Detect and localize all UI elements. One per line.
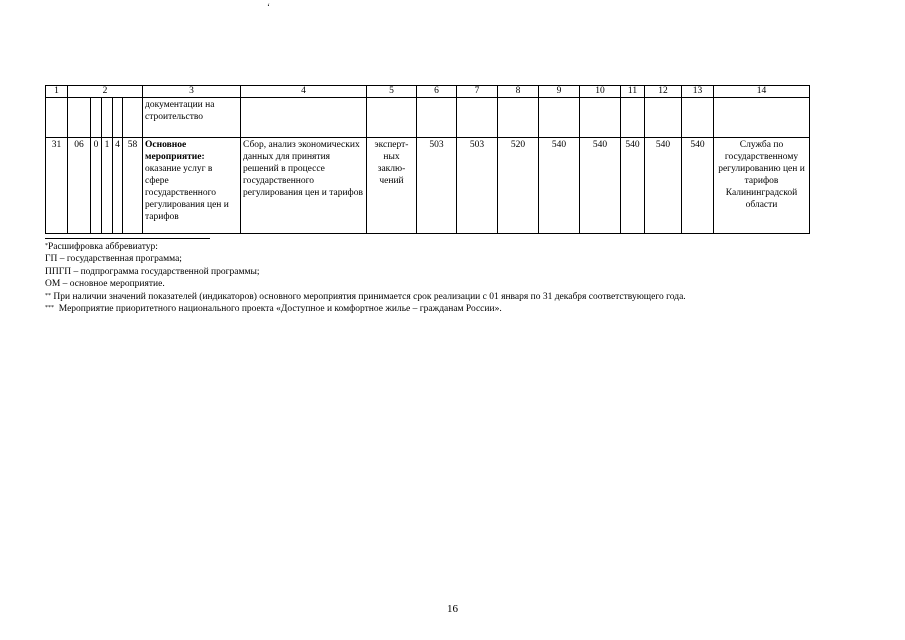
top-mark: ʻ (267, 2, 270, 12)
cell-col13: 540 (682, 138, 714, 234)
header-cell: 12 (645, 86, 682, 98)
header-cell: 14 (714, 86, 810, 98)
header-cell: 5 (367, 86, 417, 98)
cell-col6: 503 (417, 138, 457, 234)
cell-col3 (143, 138, 241, 234)
cell-col5: эксперт-ных заклю-чений (367, 138, 417, 234)
cell-col11: 540 (621, 138, 645, 234)
header-cell: 8 (498, 86, 539, 98)
cell-col8: 520 (498, 138, 539, 234)
cell-col3: документации на строительство (143, 98, 241, 138)
activities-table (45, 85, 810, 234)
header-cell: 9 (539, 86, 580, 98)
cell-col2e: 58 (123, 138, 143, 234)
footnote-gp: ГП – государственная программа; (45, 254, 182, 265)
cell-col2c: 1 (102, 138, 113, 234)
header-cell: 3 (143, 86, 241, 98)
cell-col14: Служба по государственному регулированию цен и тарифов Калининградской области (714, 138, 810, 234)
header-cell: 6 (417, 86, 457, 98)
table-row (46, 98, 810, 138)
header-cell: 7 (457, 86, 498, 98)
footnote-om: ОМ – основное мероприятие. (45, 279, 165, 290)
cell-col7: 503 (457, 138, 498, 234)
activity-description: оказание услуг в сфере государственного регулирования цен и тарифов (145, 164, 229, 222)
cell-col10: 540 (580, 138, 621, 234)
footnote-national-project: *** Мероприятие приоритетного национального проекта «Доступное и комфортное жилье – гражданам России». (45, 304, 502, 315)
cell-col2b: 0 (91, 138, 102, 234)
cell-col2a: 06 (68, 138, 91, 234)
footnote-ppgp: ППГП – подпрограмма государственной программы; (45, 266, 260, 277)
table-row (46, 138, 810, 234)
cell-col2d: 4 (113, 138, 123, 234)
cell-col4: Сбор, анализ экономических данных для принятия решений в процессе государственного регулирования цен и тарифов (241, 138, 367, 234)
header-cell: 10 (580, 86, 621, 98)
header-cell: 1 (46, 86, 68, 98)
footnote-indicators: ** При наличии значений показателей (индикаторов) основного мероприятия принимается срок реализации с 01 января по 31 декабря соответствующего года. (45, 291, 686, 302)
header-cell: 13 (682, 86, 714, 98)
cell-col12: 540 (645, 138, 682, 234)
cell-col1: 31 (46, 138, 68, 234)
footnote-abbreviations: *Расшифровка аббревиатур: (45, 242, 158, 252)
header-cell: 11 (621, 86, 645, 98)
footnote-divider (45, 238, 210, 239)
header-cell: 4 (241, 86, 367, 98)
table-header-row (46, 86, 810, 98)
activity-title: Основное мероприятие: (145, 140, 205, 162)
cell-col9: 540 (539, 138, 580, 234)
header-cell: 2 (68, 86, 143, 98)
footnotes (45, 238, 686, 315)
page-number: 16 (447, 603, 458, 615)
